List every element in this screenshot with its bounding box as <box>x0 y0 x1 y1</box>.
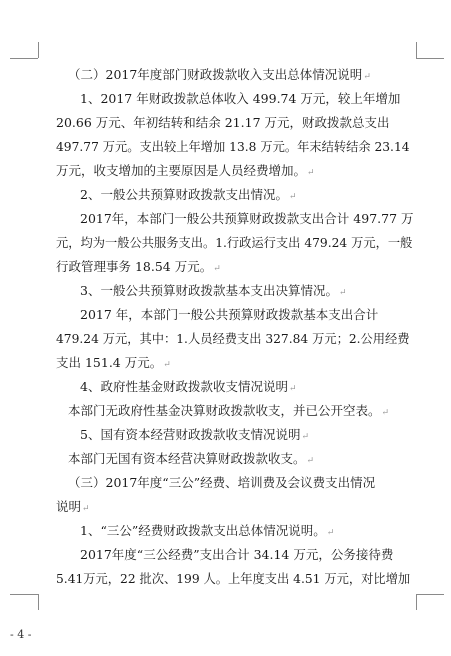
text-line: 2017年度“三公经费”支出合计 34.14 万元，公务接待费 <box>80 547 394 562</box>
crop-mark-top-right-v <box>416 42 417 58</box>
section-heading-3: （三）2017年度“三公”经费、培训费及会议费支出情况 <box>68 475 376 490</box>
paragraph-mark-icon: ↵ <box>301 432 310 442</box>
subheading: 2、一般公共预算财政拨款支出情况。↵ <box>80 187 297 202</box>
paragraph-mark-icon: ↵ <box>326 528 335 538</box>
text-line: 20.66 万元、年初结转和结余 21.17 万元，财政拨款总支出 <box>56 115 390 130</box>
subheading: 5、国有资本经营财政拨款收支情况说明↵ <box>80 427 310 442</box>
text-line: 2017年，本部门一般公共预算财政拨款支出合计 497.77 万 <box>80 211 414 226</box>
crop-mark-bottom-left-v <box>38 594 39 610</box>
subheading: 1、“三公”经费财政拨款支出总体情况说明。↵ <box>80 523 335 538</box>
text-line: 本部门无政府性基金决算财政拨款收支，并已公开空表。↵ <box>68 403 390 418</box>
crop-mark-top-left-v <box>38 42 39 58</box>
subheading: 4、政府性基金财政拨款收支情况说明↵ <box>80 379 297 394</box>
text-line: 2017 年，本部门一般公共预算财政拨款基本支出合计 <box>80 307 379 322</box>
section-heading-3-cont: 说明↵ <box>56 499 90 514</box>
paragraph-mark-icon: ↵ <box>363 72 371 82</box>
paragraph-mark-icon: ↵ <box>381 408 390 418</box>
crop-mark-bottom-right-v <box>416 594 417 610</box>
paragraph-mark-icon: ↵ <box>338 288 347 298</box>
text-line: 行政管理事务 18.54 万元。↵ <box>56 259 221 274</box>
paragraph-mark-icon: ↵ <box>213 264 221 274</box>
text-line: 1、2017 年财政拨款总体收入 499.74 万元，较上年增加 <box>80 91 401 106</box>
crop-mark-top-right-h <box>416 58 444 59</box>
crop-mark-bottom-right-h <box>416 594 444 595</box>
paragraph-mark-icon: ↵ <box>288 384 297 394</box>
text-line: 497.77 万元。支出较上年增加 13.8 万元。年末结转结余 23.14 <box>56 140 410 154</box>
text-line: 5.41万元，22 批次、199 人。上年度支出 4.51 万元，对比增加 <box>56 572 411 586</box>
text-line: 支出 151.4 万元。↵ <box>56 355 171 370</box>
paragraph-mark-icon: ↵ <box>307 168 315 178</box>
paragraph-mark-icon: ↵ <box>288 192 297 202</box>
paragraph-mark-icon: ↵ <box>82 504 90 514</box>
paragraph-mark-icon: ↵ <box>163 360 171 370</box>
text-line: 万元，收支增加的主要原因是人员经费增加。↵ <box>56 163 315 178</box>
subheading: 3、一般公共预算财政拨款基本支出决算情况。↵ <box>80 283 347 298</box>
text-line: 本部门无国有资本经营决算财政拨款收支。↵ <box>68 451 315 466</box>
text-line: 479.24 万元，其中：1.人员经费支出 327.84 万元；2.公用经费 <box>56 332 410 346</box>
section-heading-2: （二）2017年度部门财政拨款收入支出总体情况说明↵ <box>68 67 371 82</box>
paragraph-mark-icon: ↵ <box>306 456 315 466</box>
crop-mark-bottom-left-h <box>10 594 38 595</box>
text-line: 元，均为一般公共服务支出。1.行政运行支出 479.24 万元，一般 <box>56 236 413 250</box>
page-number: - 4 - <box>10 628 32 641</box>
crop-mark-top-left-h <box>10 58 38 59</box>
